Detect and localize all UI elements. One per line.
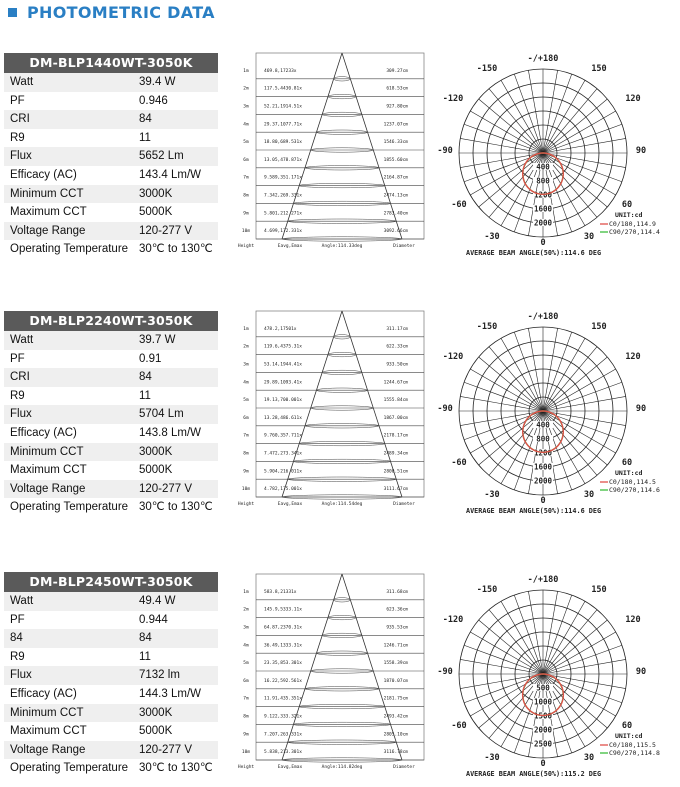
cone-lux-label: 36.49,1333.31x: [264, 643, 302, 649]
spec-value: 11: [139, 131, 151, 144]
spec-row: [4, 498, 218, 517]
cone-diameter-label: 933.50cm: [386, 362, 408, 368]
spec-table: [4, 572, 218, 778]
cone-footer-height: Height: [237, 502, 255, 507]
cone-height-label: 3m: [243, 625, 249, 631]
spec-label: Maximum CCT: [10, 206, 87, 219]
spec-value: 3000K: [139, 445, 173, 458]
polar-ring-label: 400: [536, 420, 550, 430]
cone-lux-label: 13.05,478.871x: [264, 157, 302, 163]
spec-row: [4, 73, 218, 92]
spec-row: [4, 666, 218, 685]
polar-ring-label: 1200: [533, 190, 553, 200]
cone-lux-label: 18.80,689.531x: [264, 140, 302, 146]
angle-label-150: 150: [591, 585, 607, 595]
cone-diameter-label: 309.27cm: [386, 68, 408, 74]
spec-row: [4, 387, 218, 406]
angle-label-bottom: 0: [540, 238, 546, 248]
spec-row: [4, 203, 218, 222]
spec-value: 30℃ to 130℃: [139, 762, 213, 775]
cone-lux-label: 583.8,21331x: [264, 589, 297, 595]
polar-intensity-chart: [437, 570, 676, 782]
polar-intensity-chart: [437, 49, 676, 261]
cone-lux-label: 64.87,2370.31x: [264, 625, 302, 631]
spec-value: 84: [139, 113, 152, 126]
spec-row: [4, 405, 218, 424]
cone-height-label: 4m: [243, 122, 249, 128]
cone-lux-label: 5.838,213.301x: [264, 750, 302, 756]
spec-row: [4, 222, 218, 241]
spec-value: 5000K: [139, 206, 173, 219]
cone-footer-diameter: Diameter: [393, 244, 415, 249]
spec-value: 11: [139, 389, 151, 402]
spec-label: Minimum CCT: [10, 706, 84, 719]
cone-height-label: 5m: [243, 661, 249, 667]
angle-label-30: 30: [583, 753, 595, 763]
cone-height-label: 8m: [243, 451, 249, 457]
angle-label-neg60: -60: [451, 721, 467, 731]
angle-label-60: 60: [621, 458, 633, 468]
product-panel: [0, 53, 680, 268]
polar-ring-label: 800: [536, 176, 550, 186]
spec-value: 5000K: [139, 464, 173, 477]
cone-height-label: 2m: [243, 344, 249, 350]
cone-height-label: 2m: [243, 86, 249, 92]
cone-diameter-label: 2178.17cm: [383, 433, 408, 439]
spec-row: [4, 611, 218, 630]
cone-diameter-label: 1237.07cm: [383, 122, 408, 128]
cone-lux-label: 9.589,351.171x: [264, 175, 302, 181]
spec-value: 5000K: [139, 725, 173, 738]
polar-ring-label: 2000: [533, 725, 553, 735]
spec-value: 5704 Lm: [139, 408, 184, 421]
spec-row: [4, 759, 218, 778]
angle-label-neg150: -150: [476, 585, 498, 595]
illuminance-cone-diagram: [232, 570, 428, 782]
spec-value: 30℃ to 130℃: [139, 243, 213, 256]
cone-diameter-label: 1246.71cm: [383, 643, 408, 649]
legend-label: C0/180,115.5: [609, 741, 656, 749]
model-name: DM-BLP1440WT-3050K: [4, 53, 218, 73]
polar-ring-label: 2000: [533, 218, 553, 228]
model-name: DM-BLP2450WT-3050K: [4, 572, 218, 592]
beam-angle-label: AVERAGE BEAM ANGLE(50%):114.6 DEG: [466, 249, 602, 257]
cone-diameter-label: 1558.39cm: [383, 661, 408, 667]
cone-lux-label: 29.37,1077.71x: [264, 122, 302, 128]
cone-height-label: 5m: [243, 140, 249, 146]
spec-label: Minimum CCT: [10, 187, 84, 200]
cone-lux-label: 7.342,269.331x: [264, 193, 302, 199]
angle-label-neg120: -120: [442, 94, 464, 104]
cone-height-label: 6m: [243, 415, 249, 421]
cone-footer-lux: Eavg,Emax: [277, 765, 303, 770]
spec-label: Operating Temperature: [10, 501, 129, 514]
angle-label-neg120: -120: [442, 615, 464, 625]
cone-footer-diameter: Diameter: [393, 502, 415, 507]
polar-ring-label: 1200: [533, 448, 553, 458]
cone-lux-label: 13.28,486.611x: [264, 415, 302, 421]
spec-value: 84: [139, 632, 152, 645]
cone-height-label: 7m: [243, 433, 249, 439]
angle-label-150: 150: [591, 64, 607, 74]
spec-value: 84: [139, 371, 152, 384]
cone-lux-label: 117.5,4430.81x: [264, 86, 302, 92]
angle-label-bottom: 0: [540, 496, 546, 506]
spec-label: Maximum CCT: [10, 725, 87, 738]
angle-label-neg90: -90: [437, 404, 453, 414]
spec-row: [4, 461, 218, 480]
header-square-icon: [8, 8, 17, 17]
cone-diameter-label: 2493.42cm: [383, 714, 408, 720]
spec-value: 120-277 V: [139, 224, 193, 237]
cone-lux-label: 19.13,700.001x: [264, 398, 302, 404]
angle-label-neg30: -30: [484, 490, 500, 500]
spec-value: 143.8 Lm/W: [139, 426, 201, 439]
angle-label-neg120: -120: [442, 352, 464, 362]
spec-label: R9: [10, 389, 25, 402]
spec-rows: [4, 331, 218, 517]
spec-row: [4, 240, 218, 259]
cone-footer-angle: Angle:114.82deg: [321, 765, 363, 770]
spec-value: 3000K: [139, 706, 173, 719]
spec-label: 84: [10, 632, 23, 645]
spec-row: [4, 110, 218, 129]
cone-lux-label: 5.801,212.271x: [264, 211, 302, 217]
angle-label-top: -/+180: [527, 575, 559, 585]
spec-row: [4, 722, 218, 741]
cone-height-label: 3m: [243, 104, 249, 110]
cone-lux-label: 119.6,4375.31x: [264, 344, 302, 350]
cone-diameter-label: 1867.00cm: [383, 415, 408, 421]
spec-label: R9: [10, 650, 25, 663]
cone-height-label: 9m: [243, 469, 249, 475]
illuminance-cone-diagram: [232, 307, 428, 519]
spec-label: Watt: [10, 334, 34, 346]
angle-label-120: 120: [625, 94, 641, 104]
spec-label: Efficacy (AC): [10, 687, 77, 700]
spec-label: Voltage Range: [10, 482, 86, 495]
spec-label: R9: [10, 131, 25, 144]
spec-rows: [4, 592, 218, 778]
spec-row: [4, 741, 218, 760]
cone-footer-lux: Eavg,Emax: [277, 502, 303, 507]
cone-diameter-label: 2181.75cm: [383, 696, 408, 702]
spec-value: 0.944: [139, 613, 168, 626]
spec-label: Voltage Range: [10, 743, 86, 756]
spec-label: Voltage Range: [10, 224, 86, 237]
cone-lux-label: 4.782,175.001x: [264, 487, 302, 493]
spec-label: Efficacy (AC): [10, 168, 77, 181]
angle-label-neg150: -150: [476, 64, 498, 74]
polar-ring-label: 1000: [533, 697, 553, 707]
section-header: [6, 0, 215, 24]
angle-label-top: -/+180: [527, 312, 559, 322]
cone-footer-angle: Angle:114.54deg: [321, 502, 363, 507]
cone-diameter-label: 3092.66cm: [383, 229, 408, 235]
cone-diameter-label: 2164.87cm: [383, 175, 408, 181]
spec-label: Efficacy (AC): [10, 426, 77, 439]
cone-footer-lux: Eavg,Emax: [277, 244, 303, 249]
spec-value: 39.7 W: [139, 334, 176, 346]
cone-height-label: 1m: [243, 589, 249, 595]
cone-lux-label: 16.22,592.561x: [264, 678, 302, 684]
angle-label-neg30: -30: [484, 753, 500, 763]
cone-diameter-label: 618.53cm: [386, 86, 408, 92]
polar-ring-label: 1600: [533, 204, 553, 214]
spec-row: [4, 592, 218, 611]
polar-unit-label: UNIT:cd: [615, 732, 643, 740]
angle-label-90: 90: [635, 146, 647, 156]
angle-label-neg60: -60: [451, 458, 467, 468]
cone-footer-diameter: Diameter: [393, 765, 415, 770]
spec-row: [4, 166, 218, 185]
cone-height-label: 9m: [243, 211, 249, 217]
spec-row: [4, 350, 218, 369]
spec-table: [4, 53, 218, 259]
cone-height-label: 9m: [243, 732, 249, 738]
spec-label: CRI: [10, 113, 30, 126]
cone-height-label: 7m: [243, 175, 249, 181]
angle-label-neg90: -90: [437, 146, 453, 156]
spec-row: [4, 629, 218, 648]
cone-height-label: 1m: [243, 326, 249, 332]
spec-value: 11: [139, 650, 151, 663]
cone-diameter-label: 1555.84cm: [383, 398, 408, 404]
cone-height-label: 8m: [243, 714, 249, 720]
cone-diameter-label: 2783.40cm: [383, 211, 408, 217]
cone-height-label: 6m: [243, 157, 249, 163]
polar-ring-label: 1500: [533, 711, 553, 721]
illuminance-cone-diagram: [232, 49, 428, 261]
product-panel: [0, 311, 680, 526]
angle-label-90: 90: [635, 667, 647, 677]
spec-value: 120-277 V: [139, 482, 193, 495]
spec-label: Flux: [10, 150, 32, 163]
spec-row: [4, 424, 218, 443]
angle-label-120: 120: [625, 352, 641, 362]
cone-lux-label: 9.122,333.321x: [264, 714, 302, 720]
cone-diameter-label: 1855.60cm: [383, 157, 408, 163]
spec-row: [4, 331, 218, 350]
polar-ring-label: 800: [536, 434, 550, 444]
spec-value: 39.4 W: [139, 76, 176, 88]
angle-label-neg30: -30: [484, 232, 500, 242]
spec-label: Maximum CCT: [10, 464, 87, 477]
angle-label-neg90: -90: [437, 667, 453, 677]
spec-label: Flux: [10, 408, 32, 421]
angle-label-150: 150: [591, 322, 607, 332]
cone-diameter-label: 2805.10cm: [383, 732, 408, 738]
cone-diameter-label: 2474.13cm: [383, 193, 408, 199]
cone-diameter-label: 3111.67cm: [383, 487, 408, 493]
spec-label: PF: [10, 352, 25, 365]
legend-label: C0/180,114.9: [609, 220, 656, 228]
cone-diameter-label: 311.68cm: [386, 589, 408, 595]
cone-height-label: 1m: [243, 68, 249, 74]
cone-diameter-label: 311.17cm: [386, 326, 408, 332]
spec-row: [4, 129, 218, 148]
angle-label-30: 30: [583, 232, 595, 242]
legend-label: C90/270,114.8: [609, 749, 660, 757]
spec-value: 120-277 V: [139, 743, 193, 756]
spec-label: PF: [10, 94, 25, 107]
cone-height-label: 2m: [243, 607, 249, 613]
cone-lux-label: 469.8,17233x: [264, 68, 297, 74]
spec-value: 30℃ to 130℃: [139, 501, 213, 514]
angle-label-top: -/+180: [527, 54, 559, 64]
cone-lux-label: 52.21,1914.51x: [264, 104, 302, 110]
spec-row: [4, 147, 218, 166]
spec-label: CRI: [10, 371, 30, 384]
cone-lux-label: 4.699,172.331x: [264, 229, 302, 235]
spec-row: [4, 480, 218, 499]
legend-label: C90/270,114.6: [609, 486, 660, 494]
legend-label: C0/180,114.5: [609, 478, 656, 486]
product-panel: [0, 572, 680, 787]
spec-rows: [4, 73, 218, 259]
cone-height-label: 5m: [243, 398, 249, 404]
spec-row: [4, 92, 218, 111]
cone-lux-label: 145.9,5333.11x: [264, 607, 302, 613]
spec-row: [4, 368, 218, 387]
cone-lux-label: 7.207,263.331x: [264, 732, 302, 738]
model-name: DM-BLP2240WT-3050K: [4, 311, 218, 331]
spec-label: Minimum CCT: [10, 445, 84, 458]
cone-diameter-label: 927.80cm: [386, 104, 408, 110]
cone-height-label: 3m: [243, 362, 249, 368]
spec-label: PF: [10, 613, 25, 626]
cone-diameter-label: 3116.78cm: [383, 750, 408, 756]
angle-label-neg60: -60: [451, 200, 467, 210]
beam-angle-label: AVERAGE BEAM ANGLE(50%):115.2 DEG: [466, 770, 602, 778]
angle-label-30: 30: [583, 490, 595, 500]
spec-row: [4, 185, 218, 204]
spec-value: 49.4 W: [139, 595, 176, 607]
cone-lux-label: 29.89,1093.41x: [264, 380, 302, 386]
cone-height-label: 4m: [243, 380, 249, 386]
angle-label-bottom: 0: [540, 759, 546, 769]
cone-footer-height: Height: [237, 765, 255, 770]
cone-lux-label: 11.91,435.351x: [264, 696, 302, 702]
cone-diameter-label: 935.53cm: [386, 625, 408, 631]
cone-lux-label: 478.2,17501x: [264, 326, 297, 332]
spec-row: [4, 648, 218, 667]
polar-intensity-chart: [437, 307, 676, 519]
cone-lux-label: 7.472,273.341x: [264, 451, 302, 457]
spec-value: 144.3 Lm/W: [139, 687, 201, 700]
spec-row: [4, 443, 218, 462]
cone-diameter-label: 1546.33cm: [383, 140, 408, 146]
cone-lux-label: 5.904,216.011x: [264, 469, 302, 475]
page-title: PHOTOMETRIC DATA: [27, 2, 215, 22]
polar-ring-label: 500: [536, 683, 550, 693]
cone-footer-angle: Angle:114.33deg: [321, 244, 363, 249]
spec-value: 0.946: [139, 94, 168, 107]
spec-value: 0.91: [139, 352, 162, 365]
angle-label-60: 60: [621, 200, 633, 210]
polar-ring-label: 400: [536, 162, 550, 172]
cone-diameter-label: 1870.07cm: [383, 678, 408, 684]
cone-height-label: 4m: [243, 643, 249, 649]
cone-diameter-label: 1244.67cm: [383, 380, 408, 386]
polar-unit-label: UNIT:cd: [615, 211, 643, 219]
legend-label: C90/270,114.4: [609, 228, 660, 236]
cone-height-label: 10m: [241, 487, 251, 493]
angle-label-90: 90: [635, 404, 647, 414]
spec-label: Flux: [10, 669, 32, 682]
cone-lux-label: 9.760,357.711x: [264, 433, 302, 439]
spec-label: Operating Temperature: [10, 243, 129, 256]
spec-table: [4, 311, 218, 517]
cone-height-label: 10m: [241, 750, 251, 756]
polar-ring-label: 2500: [533, 739, 553, 749]
spec-value: 143.4 Lm/W: [139, 168, 201, 181]
spec-value: 7132 lm: [139, 669, 180, 682]
spec-label: Operating Temperature: [10, 762, 129, 775]
angle-label-neg150: -150: [476, 322, 498, 332]
cone-diameter-label: 623.36cm: [386, 607, 408, 613]
cone-diameter-label: 622.33cm: [386, 344, 408, 350]
cone-diameter-label: 2800.51cm: [383, 469, 408, 475]
cone-lux-label: 23.35,853.301x: [264, 661, 302, 667]
spec-value: 5652 Lm: [139, 150, 184, 163]
cone-height-label: 6m: [243, 678, 249, 684]
cone-diameter-label: 2489.34cm: [383, 451, 408, 457]
spec-label: Watt: [10, 76, 34, 88]
cone-height-label: 8m: [243, 193, 249, 199]
spec-label: Watt: [10, 595, 34, 607]
cone-height-label: 7m: [243, 696, 249, 702]
beam-angle-label: AVERAGE BEAM ANGLE(50%):114.6 DEG: [466, 507, 602, 515]
polar-ring-label: 2000: [533, 476, 553, 486]
cone-height-label: 10m: [241, 229, 251, 235]
cone-footer-height: Height: [237, 244, 255, 249]
angle-label-120: 120: [625, 615, 641, 625]
polar-ring-label: 1600: [533, 462, 553, 472]
spec-value: 3000K: [139, 187, 173, 200]
spec-row: [4, 685, 218, 704]
cone-lux-label: 53.14,1944.41x: [264, 362, 302, 368]
polar-unit-label: UNIT:cd: [615, 469, 643, 477]
spec-row: [4, 704, 218, 723]
angle-label-60: 60: [621, 721, 633, 731]
